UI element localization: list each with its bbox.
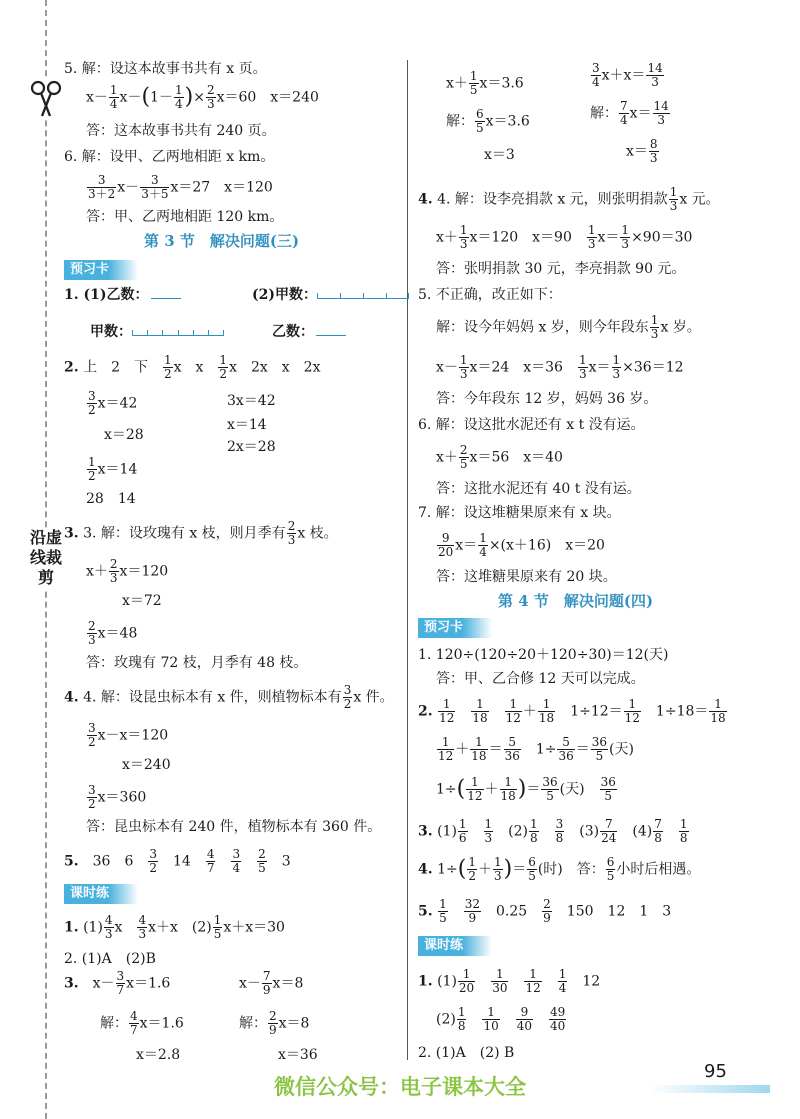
problem-6-answer: 答：甲、乙两地相距 120 km。 bbox=[86, 209, 284, 225]
p3-eq-a2: 解： $\frac{4}{7}$ x＝1.6 bbox=[100, 1009, 184, 1037]
q1-line-c bbox=[90, 323, 224, 341]
q2-line: 2. 上 2 下 $\frac{1}{2}$ x x $\frac{1}{2}$ x 2x x 2x bbox=[64, 353, 321, 381]
q1-line-a: 1. (1)乙数： bbox=[64, 286, 183, 304]
p1-line: 1. (1) $\frac{4}{3}$ x $\frac{4}{3}$ x＋x (2) $\frac{1}{5}$ x＋x＝30 bbox=[64, 913, 285, 941]
r-top-eq-6: x＝ $\frac{8}{3}$ bbox=[626, 137, 658, 165]
q2-eq-6: $\frac{1}{2}$ x＝14 bbox=[88, 455, 138, 483]
r5-heading: 5. 不正确，改正如下： bbox=[418, 287, 562, 303]
q3-eq-2: x＝72 bbox=[122, 593, 162, 609]
r4-heading-text: 4. 解：设李亮捐款 x 元，则张明捐款 bbox=[437, 191, 668, 208]
q4-heading-tail: x 件。 bbox=[353, 689, 394, 706]
preview-card-tag: 预习卡 bbox=[418, 618, 492, 638]
r7-heading: 7. 解：设这堆糖果原来有 x 块。 bbox=[418, 505, 621, 521]
r4-heading: 4. 4. 解：设李亮捐款 x 元，则张明捐款 $\frac{1}{3}$ x 元。 bbox=[418, 185, 720, 213]
q4-heading: 4. 4. 解：设昆虫标本有 x 件，则植物标本有 $\frac{3}{2}$ x 件。 bbox=[64, 683, 394, 711]
q4-eq-2: x＝240 bbox=[122, 757, 171, 773]
problem-5-equation: x－ $\frac{1}{4}$ x－(1－ $\frac{1}{4}$ )× $\frac{2}{3}$ x＝60 x＝240 bbox=[86, 83, 319, 111]
q3-answer: 答：玫瑰有 72 枝，月季有 48 枝。 bbox=[86, 655, 308, 671]
q1-line-d bbox=[272, 323, 348, 341]
r6-answer: 答：这批水泥还有 40 t 没有运。 bbox=[436, 481, 641, 497]
q1-label-1: (1)乙数： bbox=[83, 287, 149, 303]
r7-answer: 答：这堆糖果原来有 20 块。 bbox=[436, 569, 617, 585]
q4-answer: 答：昆虫标本有 240 件，植物标本有 360 件。 bbox=[86, 819, 382, 835]
r-top-eq-3: 解： $\frac{6}{5}$ x＝3.6 bbox=[446, 107, 530, 135]
r5-answer: 答：今年段东 12 岁，妈妈 36 岁。 bbox=[436, 391, 658, 407]
s1-answer: 答：甲、乙合修 12 天可以完成。 bbox=[436, 671, 645, 687]
r5-line-text: 解：设今年妈妈 x 岁，则今年段东 bbox=[436, 319, 649, 336]
q3-heading: 3. 3. 解：设玫瑰有 x 枝，则月季有 $\frac{2}{3}$ x 枝。 bbox=[64, 519, 338, 547]
r-top-eq-2: $\frac{3}{4}$ x＋x＝ $\frac{14}{3}$ bbox=[592, 61, 663, 89]
segment-diagram bbox=[132, 335, 224, 336]
q4-heading-text: 4. 解：设昆虫标本有 x 件，则植物标本有 bbox=[83, 689, 342, 706]
answer-line bbox=[316, 335, 346, 336]
p3-eq-b1: x－ $\frac{7}{9}$ x＝8 bbox=[239, 969, 304, 997]
r-top-eq-4: 解： $\frac{7}{4}$ x＝ $\frac{14}{3}$ bbox=[590, 99, 669, 127]
lesson-practice-tag: 课时练 bbox=[418, 936, 492, 956]
s2-line-1: 2. $\frac{1}{12}$ $\frac{1}{18}$ $\frac{1}{12}$ ＋ $\frac{1}{18}$ 1÷12＝ $\frac{1}{12}$ 1÷18＝ $\frac{1}{18}$ bbox=[418, 697, 726, 725]
r6-heading: 6. 解：设这批水泥还有 x t 没有运。 bbox=[418, 417, 645, 433]
page-number: 95 bbox=[704, 1061, 727, 1082]
q1-label-4: 乙数： bbox=[272, 324, 314, 340]
q2-result: 28 14 bbox=[86, 491, 136, 507]
q4-eq-3: $\frac{3}{2}$ x＝360 bbox=[88, 783, 147, 811]
q3-eq-3: $\frac{2}{3}$ x＝48 bbox=[88, 619, 138, 647]
scissors-icon bbox=[26, 78, 66, 118]
q1-line-b bbox=[252, 286, 409, 304]
q2-eq-5: 2x＝28 bbox=[227, 439, 276, 455]
p3-eq-a1: 3. x－ $\frac{3}{7}$ x＝1.6 bbox=[64, 969, 171, 997]
segment-diagram bbox=[317, 298, 409, 299]
r5-equation: x－ $\frac{1}{3}$ x＝24 x＝36 $\frac{1}{3}$ x＝ $\frac{1}{3}$ ×36＝12 bbox=[436, 353, 684, 381]
s4-tail: 小时后相遇。 bbox=[616, 861, 701, 878]
q3-eq-1: x＋ $\frac{2}{3}$ x＝120 bbox=[86, 557, 169, 585]
s2-line-3: 1÷( $\frac{1}{12}$ ＋ $\frac{1}{18}$ )＝ $\frac{36}{5}$ (天) $\frac{36}{5}$ bbox=[436, 775, 616, 803]
r4-equation: x＋ $\frac{1}{3}$ x＝120 x＝90 $\frac{1}{3}$ x＝ $\frac{1}{3}$ ×90＝30 bbox=[436, 223, 693, 251]
s5-line: 5. $\frac{1}{5}$ $\frac{32}{9}$ 0.25 $\frac{2}{9}$ 150 12 1 3 bbox=[418, 897, 672, 925]
r4-answer: 答：张明捐款 30 元，李亮捐款 90 元。 bbox=[436, 261, 686, 277]
r4-heading-tail: x 元。 bbox=[679, 191, 720, 208]
q3-heading-tail: x 枝。 bbox=[297, 525, 338, 542]
section-4-title: 第 4 节 解决问题(四) bbox=[498, 592, 654, 610]
footer-watermark: 微信公众号：电子课本大全 bbox=[274, 1075, 526, 1099]
s4-line: 4. 1÷( $\frac{1}{2}$ ＋ $\frac{1}{3}$ )＝ $\frac{6}{5}$ (时) 答： $\frac{6}{5}$ 小时后相遇。 bbox=[418, 855, 701, 883]
problem-6-equation: $\frac{3}{3+2}$ x－ $\frac{3}{3+5}$ x＝27 x＝120 bbox=[88, 173, 273, 201]
p3-eq-b2: 解： $\frac{2}{9}$ x＝8 bbox=[239, 1009, 310, 1037]
q2-eq-1: $\frac{3}{2}$ x＝42 bbox=[88, 389, 138, 417]
q3-heading-text: 3. 解：设玫瑰有 x 枝，则月季有 bbox=[83, 525, 286, 542]
column-divider bbox=[407, 60, 408, 1060]
problem-5-heading: 5. 解：设这本故事书共有 x 页。 bbox=[64, 61, 267, 77]
r7-equation: $\frac{9}{20}$ x＝ $\frac{1}{4}$ ×(x＋16) x＝20 bbox=[438, 531, 605, 559]
problem-6-heading: 6. 解：设甲、乙两地相距 x km。 bbox=[64, 149, 275, 165]
s2-line-2: $\frac{1}{12}$ ＋ $\frac{1}{18}$ ＝ $\frac{5}{36}$ 1÷ $\frac{5}{36}$ ＝ $\frac{36}{5}$ (天) bbox=[438, 735, 634, 763]
r-top-eq-5: x＝3 bbox=[484, 147, 515, 163]
answer-line bbox=[151, 298, 181, 299]
cut-guide-label: 沿虚线裁剪 bbox=[30, 528, 63, 587]
p2-line: 2. (1)A (2)B bbox=[64, 951, 156, 967]
q4-eq-1: $\frac{3}{2}$ x－x＝120 bbox=[88, 721, 169, 749]
p3-eq-b3: x＝36 bbox=[278, 1047, 318, 1063]
k1-line-2: (2) $\frac{1}{8}$ $\frac{1}{10}$ $\frac{9}{40}$ $\frac{49}{40}$ bbox=[436, 1005, 566, 1033]
q1-label-3: 甲数： bbox=[90, 324, 132, 340]
k2-line: 2. (1)A (2) B bbox=[418, 1045, 515, 1061]
p3-eq-a3: x＝2.8 bbox=[136, 1047, 181, 1063]
q2-eq-2: 3x＝42 bbox=[227, 393, 276, 409]
lesson-practice-tag: 课时练 bbox=[64, 884, 138, 904]
q5-line: 5. 36 6 $\frac{3}{2}$ 14 $\frac{4}{7}$ $\frac{3}{4}$ $\frac{2}{5}$ 3 bbox=[64, 847, 291, 875]
q2-eq-3: x＝14 bbox=[227, 417, 267, 433]
r-top-eq-1: x＋ $\frac{1}{5}$ x＝3.6 bbox=[446, 69, 524, 97]
k1-line-1: 1. (1) $\frac{1}{20}$ $\frac{1}{30}$ $\frac{1}{12}$ $\frac{1}{4}$ 12 bbox=[418, 967, 601, 995]
r5-line: 解：设今年妈妈 x 岁，则今年段东 $\frac{1}{3}$ x 岁。 bbox=[436, 313, 701, 341]
q2-eq-4: x＝28 bbox=[104, 427, 144, 443]
problem-5-answer: 答：这本故事书共有 240 页。 bbox=[86, 123, 276, 139]
section-3-title: 第 3 节 解决问题(三) bbox=[144, 232, 300, 250]
s1-line: 1. 120÷(120÷20＋120÷30)＝12(天) bbox=[418, 647, 669, 663]
q1-label-2: (2)甲数： bbox=[252, 287, 317, 303]
s3-line: 3. (1) $\frac{1}{6}$ $\frac{1}{3}$ (2) $\frac{1}{8}$ $\frac{3}{8}$ (3) $\frac{7}{24}$ (4) $\frac{7}{8}$ $\frac{1}{8}$ bbox=[418, 817, 688, 845]
r5-line-tail: x 岁。 bbox=[660, 319, 701, 336]
preview-card-tag: 预习卡 bbox=[64, 260, 138, 280]
r6-equation: x＋ $\frac{2}{5}$ x＝56 x＝40 bbox=[436, 443, 563, 471]
